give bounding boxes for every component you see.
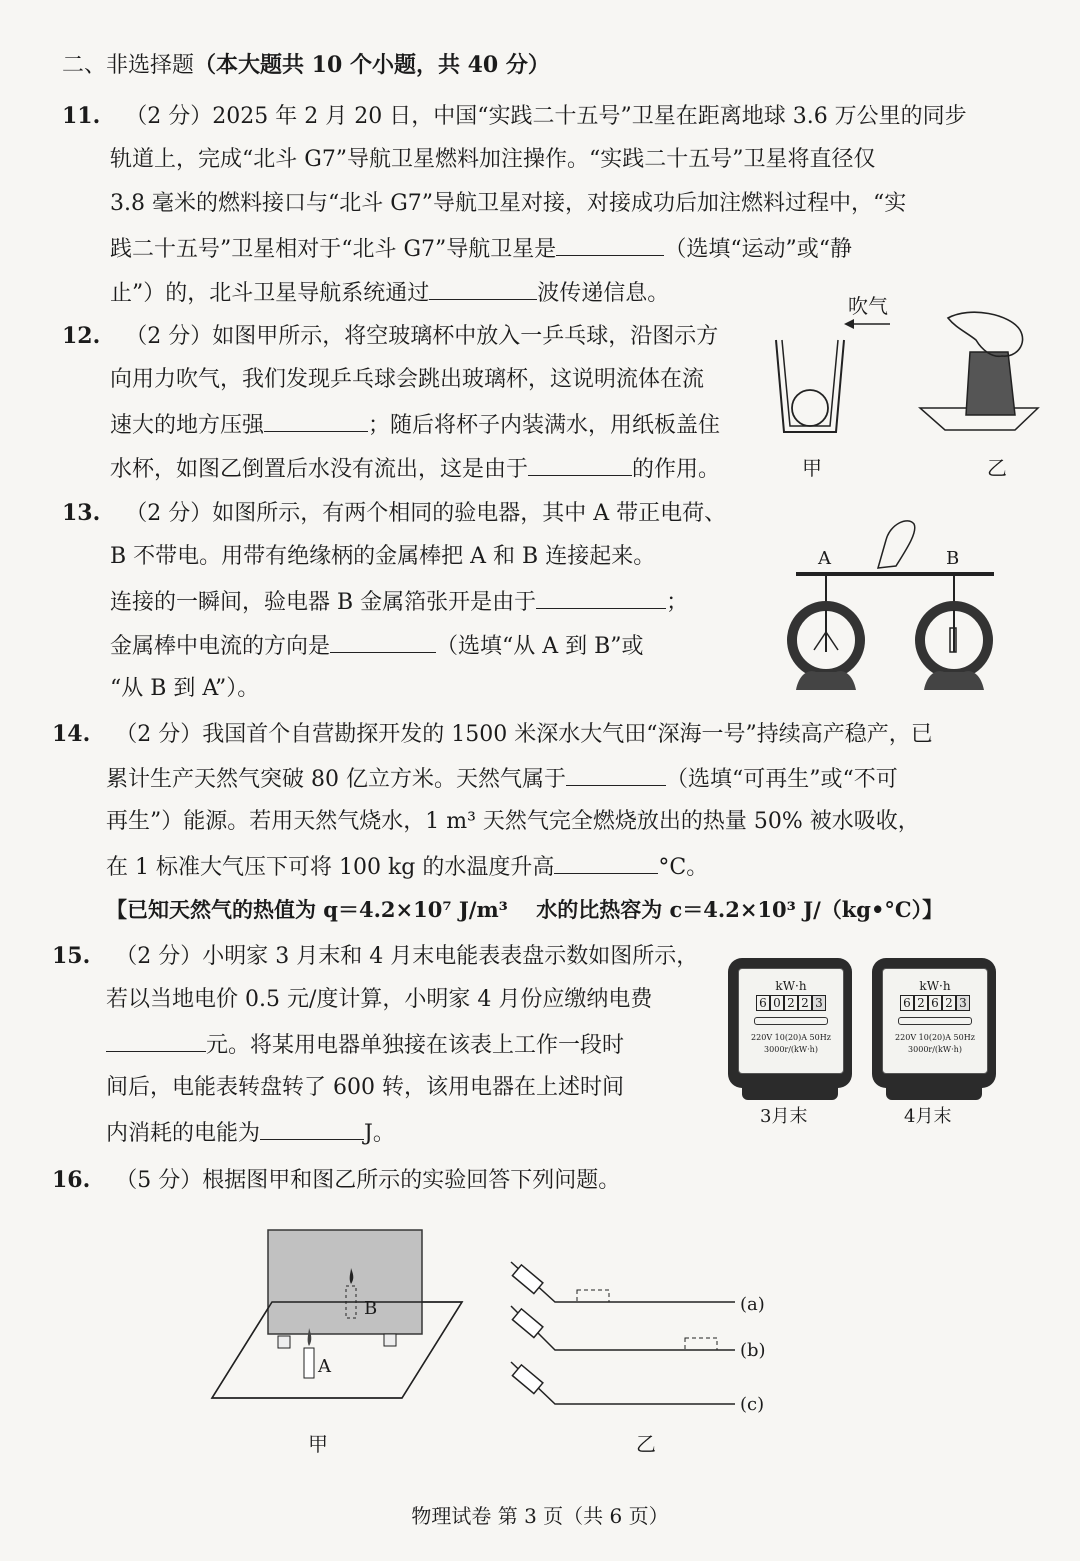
q11-text-1: （2 分）2025 年 2 月 20 日，中国“实践二十五号”卫星在距离地球 3.6 万公里的同步 [125,104,967,129]
q13-figure [790,510,1000,695]
meter-unit: kW·h [775,979,807,993]
hand-icon [948,312,1023,356]
q12-text-6: 的作用。 [632,457,721,482]
meter-unit: kW·h [919,979,951,993]
q11-text-3: 3.8 毫米的燃料接口与“北斗 G7”导航卫星对接，对接成功后加注燃料过程中，“实 [110,191,907,216]
q14-line-2 [106,763,898,795]
q15-number: 15. [52,943,91,969]
q16-text-1: （5 分）根据图甲和图乙所示的实验回答下列问题。 [115,1168,621,1193]
q15-answer-blank-2[interactable] [260,1117,364,1140]
meter-reading [739,995,843,1011]
q16-number: 16. [52,1167,91,1193]
q14-text-4: 再生”）能源。若用天然气烧水，1 m³ 天然气完全燃烧放出的热量 50% 被水吸收， [106,809,920,834]
q16-caption-jia: 甲 [308,1432,328,1456]
q12-text-4: ；随后将杯子内装满水，用纸板盖住 [368,413,721,438]
energy-meter-april [872,958,996,1088]
q14-text-5: 在 1 标准大气压下可将 100 kg 的水温度升高 [106,855,555,880]
q12-answer-blank-2[interactable] [528,453,632,476]
q11-text-7: 波传递信息。 [537,281,670,306]
q15-text-6: J。 [364,1121,395,1146]
q16-line-1 [52,1165,620,1196]
ramp-a [511,1262,735,1302]
q14-text-1: （2 分）我国首个自营勘探开发的 1500 米深水大气田“深海一号”持续高产稳产，已 [115,722,933,747]
blow-label: 吹气 [848,294,888,318]
q11-line-5 [110,277,669,309]
track-label-b: (b) [740,1340,766,1361]
q13-answer-blank-2[interactable] [330,630,436,653]
q11-answer-blank-1[interactable] [556,233,664,256]
ping-pong-ball [792,390,828,426]
meter-digit: 3 [956,995,970,1011]
track-label-c: (c) [740,1394,765,1415]
q14-text-2: 累计生产天然气突破 80 亿立方米。天然气属于 [106,767,566,792]
candle-a [304,1348,314,1378]
q15-line-3 [106,1029,624,1061]
energy-meter-march [728,958,852,1088]
q14-text-6: °C。 [658,855,709,880]
q13-text-2: B 不带电。用带有绝缘柄的金属棒把 A 和 B 连接起来。 [110,544,656,569]
meter-disk-window [898,1017,972,1025]
meter-digit: 2 [942,995,956,1011]
section-title: 二、非选择题 [62,53,195,78]
q15-line-5 [106,1117,395,1149]
section-note: （本大题共 10 个小题，共 40 分） [194,52,550,78]
q15-text-2: 若以当地电价 0.5 元/度计算，小明家 4 月份应缴纳电费 [106,987,653,1012]
q13-answer-blank-1[interactable] [536,586,666,609]
q15-line-1 [52,941,698,972]
q13-text-1: （2 分）如图所示，有两个相同的验电器，其中 A 带正电荷、 [125,501,727,526]
q12-text-5: 水杯，如图乙倒置后水没有流出，这是由于 [110,457,529,482]
q12-text-1: （2 分）如图甲所示，将空玻璃杯中放入一乒乓球，沿图示方 [125,324,719,349]
q16-caption-yi: 乙 [636,1432,656,1456]
inverted-cup-yi [920,312,1038,430]
q13-text-4: ； [666,590,689,615]
q11-text-2: 轨道上，完成“北斗 G7”导航卫星燃料加注操作。“实践二十五号”卫星将直径仅 [110,147,876,172]
meter-base-april [886,1088,982,1100]
q15-text-1: （2 分）小明家 3 月末和 4 月末电能表表盘示数如图所示， [115,944,699,969]
meter-digit: 6 [756,995,770,1011]
meter-digit: 6 [928,995,942,1011]
q14-line-4 [106,851,708,883]
meter-caption-march: 3月末 [760,1106,808,1127]
meter-spec: 220V 10(20)A 50Hz [751,1033,831,1042]
meter-digit: 6 [900,995,914,1011]
ramp-figure [505,1258,745,1418]
q12-line-1 [62,321,718,352]
meter-disk-window [754,1017,828,1025]
electroscope-b [920,576,988,690]
hand-icon [878,521,915,568]
meter-digit: 0 [770,995,784,1011]
ramp-b [511,1306,735,1350]
q11-number: 11. [62,103,101,129]
q13-text-7: “从 B 到 A”）。 [110,676,260,701]
meter-caption-april: 4月末 [904,1106,952,1127]
q15-text-4: 间后，电能表转盘转了 600 转，该用电器在上述时间 [106,1075,624,1100]
electroscope-a [792,576,860,690]
q12-line-4 [110,453,720,485]
q14-line-1 [52,719,933,750]
meter-rate: 3000r/(kW·h) [764,1045,818,1054]
q15-text-3: 元。将某用电器单独接在该表上工作一段时 [206,1033,625,1058]
q14-text-3: （选填“可再生”或“不可 [665,767,898,792]
page-footer: 物理试卷 第 3 页（共 6 页） [411,1504,669,1528]
q12-caption-jia: 甲 [802,456,822,480]
candle-a-label: A [318,1356,331,1377]
meter-base-march [742,1088,838,1100]
q12-line-3 [110,409,720,441]
q12-caption-yi: 乙 [987,456,1007,480]
q12-figure [770,300,1050,450]
q13-text-3: 连接的一瞬间，验电器 B 金属箔张开是由于 [110,590,537,615]
track-label-a: (a) [740,1294,765,1315]
q12-number: 12. [62,323,101,349]
meter-digit: 3 [812,995,826,1011]
ramp-c [511,1362,735,1404]
q13-line-4 [110,630,644,662]
meter-spec: 220V 10(20)A 50Hz [895,1033,975,1042]
glass-cup-jia [776,340,844,432]
meter-digit: 2 [798,995,812,1011]
metal-rod [796,572,994,576]
electroscope-label-b: B [946,548,960,569]
meter-digit: 2 [914,995,928,1011]
q13-line-1 [62,498,726,529]
q14-text-7: 【已知天然气的热值为 q＝4.2×10⁷ J/m³ 水的比热容为 c＝4.2×10³ J/（kg•°C）】 [106,897,944,922]
q14-answer-blank-2[interactable] [554,851,658,874]
q15-answer-blank-1[interactable] [106,1029,206,1052]
q13-text-5: 金属棒中电流的方向是 [110,634,331,659]
glass-support-right [384,1334,396,1346]
q14-number: 14. [52,721,91,747]
candle-b-label: B [364,1298,378,1319]
q13-line-3 [110,586,688,618]
q14-answer-blank-1[interactable] [566,763,666,786]
q11-text-5: （选填“运动”或“静 [664,237,853,262]
q13-text-6: （选填“从 A 到 B”或 [436,634,644,659]
q12-text-2: 向用力吹气，我们发现乒乓球会跳出玻璃杯，这说明流体在流 [110,367,705,392]
electroscope-label-a: A [818,548,831,569]
glass-support-left [278,1336,290,1348]
meter-digit: 2 [784,995,798,1011]
q13-number: 13. [62,500,101,526]
q11-line-4 [110,233,852,265]
glass-plate [268,1230,422,1334]
q11-text-6: 止”）的，北斗卫星导航系统通过 [110,281,430,306]
q15-text-5: 内消耗的电能为 [106,1121,261,1146]
plane-mirror-figure [210,1228,470,1403]
q12-text-3: 速大的地方压强 [110,413,265,438]
section-header [62,50,550,81]
blow-arrow [844,319,890,329]
q11-line-1 [62,101,967,132]
q11-text-4: 践二十五号”卫星相对于“北斗 G7”导航卫星是 [110,237,557,262]
q11-answer-blank-2[interactable] [429,277,537,300]
meter-rate: 3000r/(kW·h) [908,1045,962,1054]
meter-reading [883,995,987,1011]
q12-answer-blank-1[interactable] [264,409,368,432]
